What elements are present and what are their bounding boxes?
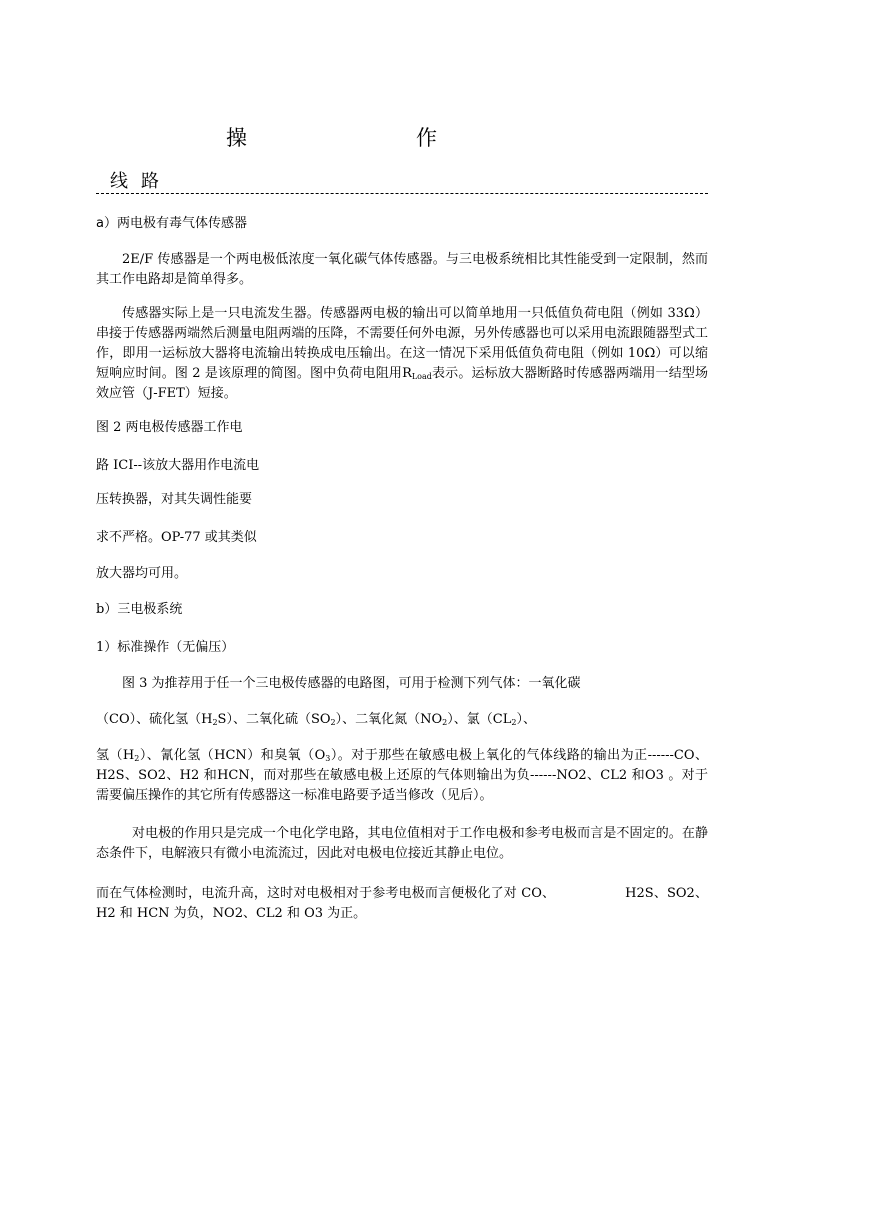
paragraph-b3-text: [96, 884, 708, 924]
subsection-b1-heading: 1）标准操作（无偏压）: [96, 640, 235, 655]
section-heading: 线路: [96, 172, 708, 194]
gas-text-5: ）、: [516, 712, 536, 727]
figure-caption-line-5: 放大器均可用。: [96, 566, 188, 581]
gas-text-2: S）、二氧化硫（SO: [217, 712, 331, 727]
subscript-1: 2: [212, 718, 218, 727]
subsection-a-heading: a）两电极有毒气体传感器: [96, 216, 247, 231]
paragraph-b1-line-1: 图 3 为推荐用于任一个三电极传感器的电路图，可用于检测下列气体：一氧化碳: [122, 676, 581, 691]
page-title: 操 作: [226, 126, 511, 150]
rload-subscript: Load: [411, 372, 432, 381]
subscript-2: 2: [330, 718, 336, 727]
paragraph-b2-text: 对电极的作用只是完成一个电化学电路，其电位值相对于工作电极和参考电极而言是不固定的。在静态条件下，电解液只有微小电流流过，因此对电极电位接近其静止电位。: [96, 826, 708, 861]
paragraph-a2: [96, 304, 708, 404]
gas-text-7: ）、氰化氢（HCN）和臭氧（O: [139, 748, 326, 763]
paragraph-a1-text: 2E/F 传感器是一个两电极低浓度一氧化碳气体传感器。与三电极系统相比其性能受到一定限制，然而其工作电路却是简单得多。: [96, 252, 708, 287]
paragraph-b3-part1: 而在气体检测时，电流升高，这时对电极相对于参考电极而言便极化了对 CO、: [96, 886, 556, 901]
subscript-3: 2: [442, 718, 448, 727]
paragraph-a1: [96, 250, 708, 290]
paragraph-b3: [96, 884, 708, 924]
gas-text-4: ）、氯（CL: [447, 712, 512, 727]
gas-text-8: ）。对于那些在敏感电极上氧化的气体线路的输出为正------CO、H2S、SO2、H2 和HCN，而对那些在敏感电极上还原的气体则输出为负------NO2、CL2 和O3 。对于需要偏压操作的其它所有传感器这一标准电路要予适当修改（见后）。: [96, 748, 708, 803]
paragraph-b1-line-2: [96, 712, 536, 728]
subsection-b-heading: b）三电极系统: [96, 602, 183, 617]
figure-caption-line-2: 路 ICI--该放大器用作电流电: [96, 458, 260, 473]
subscript-6: 3: [325, 754, 331, 763]
paragraph-b1-line-3: [96, 746, 708, 806]
figure-caption-line-1: 图 2 两电极传感器工作电: [96, 420, 243, 435]
figure-caption-line-4: 求不严格。OP-77 或其类似: [96, 530, 257, 545]
gas-text-6: 氢（H: [96, 748, 135, 763]
subscript-5: 2: [134, 754, 140, 763]
gas-text-1: （CO）、硫化氢（H: [96, 712, 213, 727]
gas-text-3: ）、二氧化氮（NO: [335, 712, 443, 727]
paragraph-b3-part2: H2S、SO2、H2 和 HCN 为负，NO2、CL2 和 O3 为正。: [96, 886, 708, 921]
figure-caption-line-3: 压转换器，对其失调性能要: [96, 492, 253, 507]
subscript-4: 2: [511, 718, 517, 727]
paragraph-b1-line-3-text: [96, 746, 708, 806]
paragraph-a2-text: [96, 304, 708, 404]
paragraph-b2: [96, 824, 708, 864]
paragraph-a2-part2: 表示。运标放大器断路时传感器两端用一结型场效应管（J-FET）短接。: [96, 366, 708, 401]
paragraph-a2-part1: 传感器实际上是一只电流发生器。传感器两电极的输出可以简单地用一只低值负荷电阻（例如 33Ω）串接于传感器两端然后测量电阻两端的压降，不需要任何外电源，另外传感器也可以采用电流跟随器型式工作，即用一运标放大器将电流输出转换成电压输出。在这一情况下采用低值负荷电阻（例如 10Ω）可以缩短响应时间。图 2 是该原理的简图。图中负荷电阻用R: [96, 306, 708, 381]
